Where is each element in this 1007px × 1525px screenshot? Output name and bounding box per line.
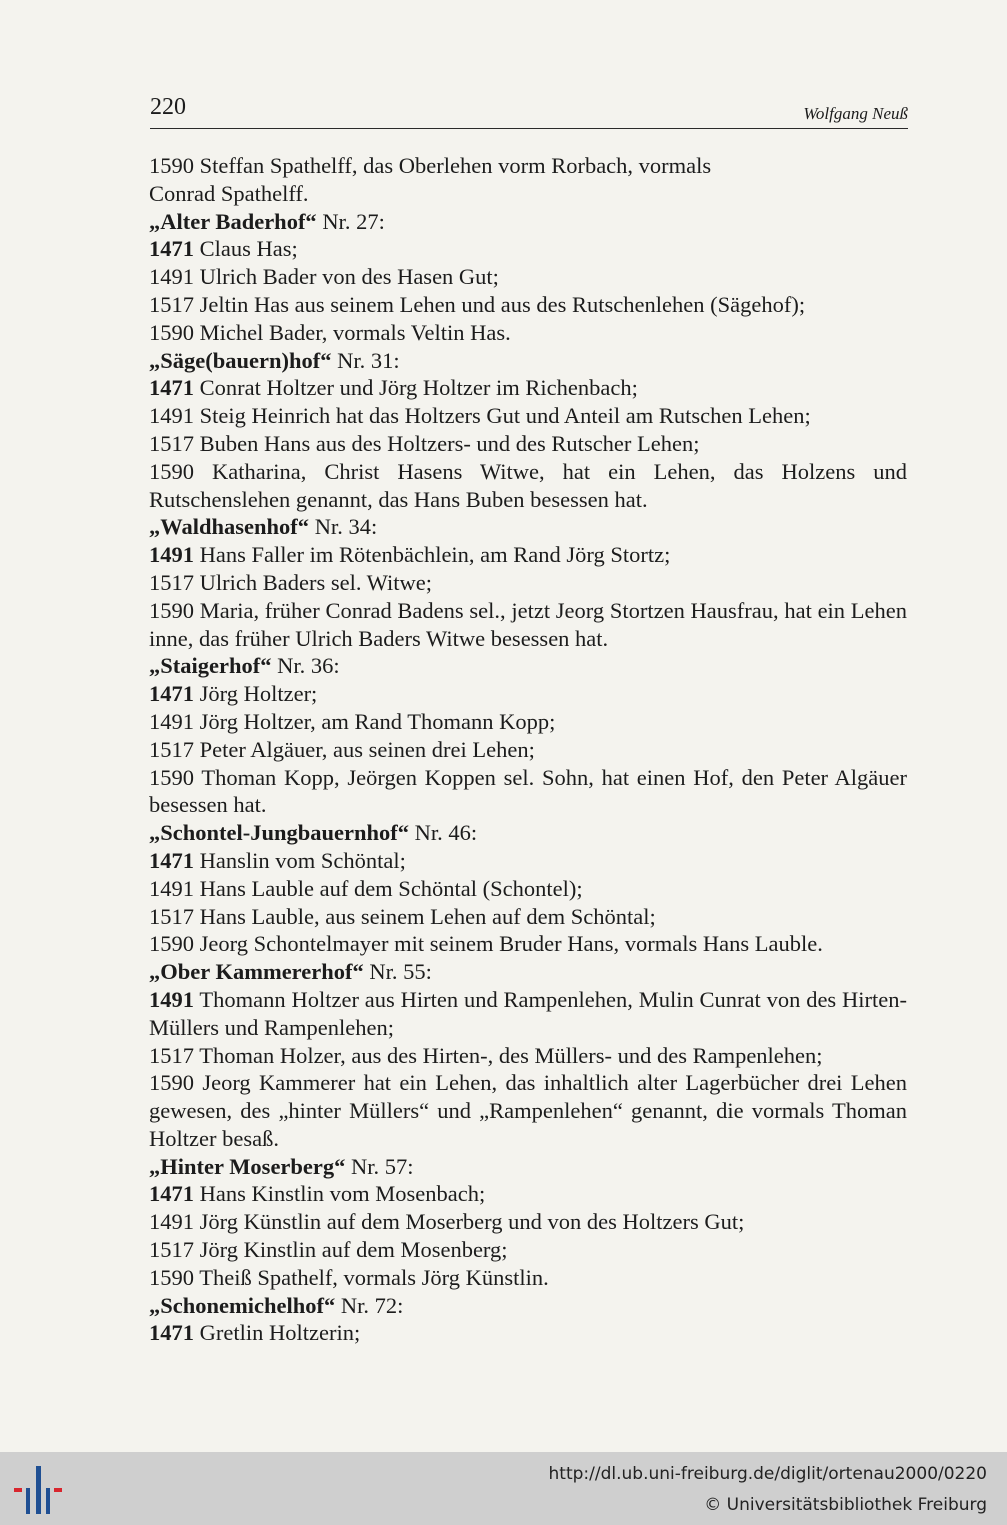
entry-line: 1471 Conrat Holtzer und Jörg Holtzer im Richenbach; [149,375,638,401]
entry-line: 1590 Jeorg Kammerer hat ein Lehen, das inhaltlich alter Lagerbücher drei Lehen gewesen, des „hinter Müllers“ und „Rampenlehen“ genannt, die vormals Thoman Holtzer besaß. [149,1070,907,1151]
farm-heading: „Hinter Moserberg“ Nr. 57: [149,1153,414,1179]
entry-line: 1590 Jeorg Schontelmayer mit seinem Bruder Hans, vormals Hans Lauble. [149,931,823,957]
farm-heading: „Schontel-Jungbauernhof“ Nr. 46: [149,820,478,846]
library-logo-icon [12,1464,64,1516]
entry-line: 1517 Peter Algäuer, aus seinen drei Lehen; [149,736,535,762]
body-text [149,152,907,1347]
page-number: 220 [150,94,186,120]
entry-line: 1471 Hanslin vom Schöntal; [149,847,406,873]
entry-line: 1517 Jeltin Has aus seinem Lehen und aus des Rutschenlehen (Sägehof); [149,291,806,317]
farm-heading: „Waldhasenhof“ Nr. 34: [149,514,378,540]
copyright-notice: © Universitätsbibliothek Freiburg [704,1495,987,1515]
page-header [150,92,908,129]
entry-line: 1590 Katharina, Christ Hasens Witwe, hat ein Lehen, das Holzens und Rutschenslehen genannt, das Hans Buben besessen hat. [149,458,907,512]
entry-line: 1590 Maria, früher Conrad Badens sel., jetzt Jeorg Stortzen Hausfrau, hat ein Lehen inne, das früher Ulrich Baders Witwe besessen hat. [149,597,907,651]
entry-line: 1491 Jörg Holtzer, am Rand Thomann Kopp; [149,708,556,734]
farm-heading: „Alter Baderhof“ Nr. 27: [149,208,385,234]
entry-line: 1471 Hans Kinstlin vom Mosenbach; [149,1181,486,1207]
farm-heading: „Säge(bauern)hof“ Nr. 31: [149,347,400,373]
entry-line: 1491 Jörg Künstlin auf dem Moserberg und von des Holtzers Gut; [149,1209,745,1235]
entry-line: 1491 Ulrich Bader von des Hasen Gut; [149,264,499,290]
entry-line: 1471 Claus Has; [149,236,298,262]
entry-line: 1491 Thomann Holtzer aus Hirten und Rampenlehen, Mulin Cunrat von des Hirten-Müllers und Rampenlehen; [149,986,907,1040]
source-url-link[interactable]: http://dl.ub.uni-freiburg.de/diglit/ortenau2000/0220 [548,1464,987,1484]
farm-heading: „Staigerhof“ Nr. 36: [149,653,340,679]
entry-line: 1517 Hans Lauble, aus seinem Lehen auf dem Schöntal; [149,903,656,929]
entry-line: 1590 Steffan Spathelff, das Oberlehen vorm Rorbach, vormals Conrad Spathelff. [149,153,712,206]
entry-line: 1517 Jörg Kinstlin auf dem Mosenberg; [149,1237,508,1263]
entry-line: 1471 Gretlin Holtzerin; [149,1320,361,1346]
entry-line: 1517 Ulrich Baders sel. Witwe; [149,569,432,595]
entry-line: 1491 Hans Lauble auf dem Schöntal (Schontel); [149,875,583,901]
entry-line: 1471 Jörg Holtzer; [149,681,318,707]
entry-line: 1491 Hans Faller im Rötenbächlein, am Rand Jörg Stortz; [149,542,671,568]
entry-line: 1491 Steig Heinrich hat das Holtzers Gut und Anteil am Rutschen Lehen; [149,403,811,429]
farm-heading: „Schonemichelhof“ Nr. 72: [149,1292,404,1318]
entry-line: 1590 Michel Bader, vormals Veltin Has. [149,319,511,345]
entry-line: 1590 Theiß Spathelf, vormals Jörg Künstlin. [149,1264,549,1290]
entry-line: 1517 Buben Hans aus des Holtzers- und des Rutscher Lehen; [149,430,700,456]
library-footer [0,1452,1007,1525]
running-head-author: Wolfgang Neuß [803,104,908,123]
entry-line: 1517 Thoman Holzer, aus des Hirten-, des Müllers- und des Rampenlehen; [149,1042,823,1068]
farm-heading: „Ober Kammererhof“ Nr. 55: [149,959,432,985]
entry-line: 1590 Thoman Kopp, Jeörgen Koppen sel. Sohn, hat einen Hof, den Peter Algäuer besessen hat. [149,764,907,818]
